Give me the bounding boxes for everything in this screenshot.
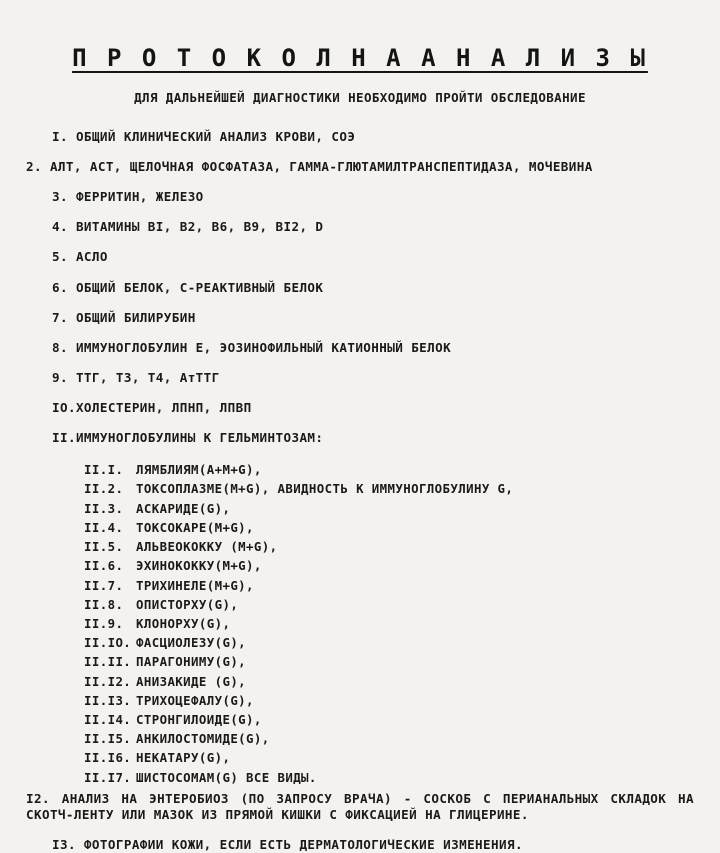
list-item-number: II.I4. xyxy=(84,712,132,728)
list-item-label: ТОКСОПЛАЗМЕ(M+G), АВИДНОСТЬ К ИММУНОГЛОБУЛИНУ G, xyxy=(136,481,514,497)
list-item xyxy=(26,460,694,479)
list-item xyxy=(26,537,694,556)
list-item-number: II.3. xyxy=(84,500,124,516)
list-item-label: АСКАРИДЕ(G), xyxy=(136,500,231,516)
list-item: 6. ОБЩИЙ БЕЛОК, С-РЕАКТИВНЫЙ БЕЛОК xyxy=(52,279,324,295)
list-item-number: II.6. xyxy=(84,558,124,574)
list-item-label: ЛЯМБЛИЯМ(A+M+G), xyxy=(136,462,262,478)
list-item xyxy=(26,748,694,767)
list-item: 7. ОБЩИЙ БИЛИРУБИН xyxy=(52,309,196,325)
list-item xyxy=(26,499,694,518)
list-item xyxy=(26,576,694,595)
list-item-number: II.I5. xyxy=(84,731,132,747)
list-item-label: КЛОНОРХУ(G), xyxy=(136,615,231,631)
list-item: IO.ХОЛЕСТЕРИН, ЛПНП, ЛПВП xyxy=(52,399,252,415)
list-item-label: ОПИСТОРХУ(G), xyxy=(136,596,239,612)
list-item-number: II.I3. xyxy=(84,692,132,708)
list-item: I. ОБЩИЙ КЛИНИЧЕСКИЙ АНАЛИЗ КРОВИ, СОЭ xyxy=(52,129,356,144)
page-title: П Р О Т О К О Л Н А А Н А Л И З Ы xyxy=(72,44,648,72)
list-item-label: СТРОНГИЛОИДЕ(G), xyxy=(136,712,262,728)
list-item xyxy=(26,768,694,787)
list-item-number: II.5. xyxy=(84,539,124,555)
list-item: 8. ИММУНОГЛОБУЛИН Е, ЭОЗИНОФИЛЬНЫЙ КАТИОННЫЙ БЕЛОК xyxy=(52,339,452,355)
list-item xyxy=(26,691,694,710)
list-item-number: II.9. xyxy=(84,615,124,631)
list-item-number: II.II. xyxy=(84,654,132,670)
list-item-number: II.I7. xyxy=(84,769,132,785)
list-item: I2. АНАЛИЗ НА ЭНТЕРОБИОЗ (ПО ЗАПРОСУ ВРАЧА) - СОСКОБ С ПЕРИАНАЛЬНЫХ СКЛАДОК НА СКОТЧ-ЛЕНТУ ИЛИ МАЗОК ИЗ ПРЯМОЙ КИШКИ С ФИКСАЦИЕЙ НА ГЛИЦЕРИНЕ. xyxy=(26,790,694,823)
list-item-label: АЛЬВЕОКОККУ (M+G), xyxy=(136,539,278,555)
list-item xyxy=(26,652,694,671)
list-item-number: II.I6. xyxy=(84,750,132,766)
list-item xyxy=(26,710,694,729)
list-item xyxy=(26,479,694,498)
list-item: 9. ТТГ, Т3, Т4, АтТТГ xyxy=(52,369,220,385)
list-item: 3. ФЕРРИТИН, ЖЕЛЕЗО xyxy=(52,189,204,205)
list-item-number: II.7. xyxy=(84,577,124,593)
page-subtitle: ДЛЯ ДАЛЬНЕЙШЕЙ ДИАГНОСТИКИ НЕОБХОДИМО ПРОЙТИ ОБСЛЕДОВАНИЕ xyxy=(134,90,586,105)
list-item-number: II.2. xyxy=(84,481,124,497)
list-item-label: ЭХИНОКОККУ(M+G), xyxy=(136,558,262,574)
list-item xyxy=(26,595,694,614)
list-item-number: II.8. xyxy=(84,596,124,612)
list-item-label: ТОКСОКАРЕ(M+G), xyxy=(136,519,254,535)
list-item xyxy=(26,633,694,652)
list-item-label: НЕКАТАРУ(G), xyxy=(136,750,231,766)
list-item-number: II.IO. xyxy=(84,635,132,651)
list-item xyxy=(26,518,694,537)
list-item-label: АНИЗАКИДЕ (G), xyxy=(136,673,247,689)
list-item-number: II.4. xyxy=(84,519,124,535)
helminth-sub-list xyxy=(26,460,694,787)
list-item-number: II.I2. xyxy=(84,673,132,689)
list-item-label: ПАРАГОНИМУ(G), xyxy=(136,654,247,670)
list-item-label: ФАСЦИОЛЕЗУ(G), xyxy=(136,635,247,651)
list-item: 4. ВИТАМИНЫ BI, B2, B6, B9, BI2, D xyxy=(52,219,324,235)
list-item-number: II.I. xyxy=(84,462,124,478)
list-item: 2. АЛТ, АСТ, ЩЕЛОЧНАЯ ФОСФАТАЗА, ГАММА-ГЛЮТАМИЛТРАНСПЕПТИДАЗА, МОЧЕВИНА xyxy=(26,159,593,175)
list-item: II.ИММУНОГЛОБУЛИНЫ К ГЕЛЬМИНТОЗАМ: xyxy=(52,430,324,446)
list-item xyxy=(26,672,694,691)
list-item: I3. ФОТОГРАФИИ КОЖИ, ЕСЛИ ЕСТЬ ДЕРМАТОЛОГИЧЕСКИЕ ИЗМЕНЕНИЯ. xyxy=(52,837,523,853)
list-item xyxy=(26,614,694,633)
list-item-label: ТРИХОЦЕФАЛУ(G), xyxy=(136,692,254,708)
list-item xyxy=(26,729,694,748)
list-item-label: АНКИЛОСТОМИДЕ(G), xyxy=(136,731,270,747)
list-item-label: ШИСТОСОМАМ(G) ВСЕ ВИДЫ. xyxy=(136,769,317,785)
list-item-label: ТРИХИНЕЛЕ(M+G), xyxy=(136,577,254,593)
list-item: 5. АСЛО xyxy=(52,249,108,265)
list-item xyxy=(26,556,694,575)
